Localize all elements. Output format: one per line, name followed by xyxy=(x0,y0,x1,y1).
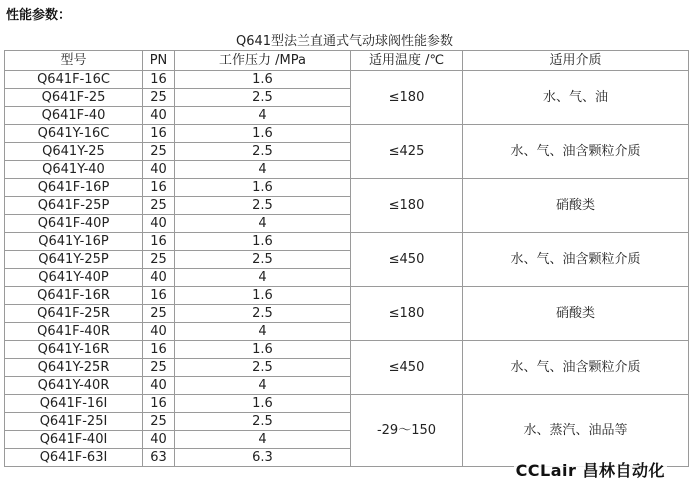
cell-model: Q641F-25P xyxy=(5,197,143,215)
cell-medium: 硝酸类 xyxy=(463,287,689,341)
cell-model: Q641F-40P xyxy=(5,215,143,233)
cell-pressure: 1.6 xyxy=(175,287,351,305)
cell-pn: 16 xyxy=(143,395,175,413)
cell-medium: 水、蒸汽、油品等 xyxy=(463,395,689,467)
cell-model: Q641F-16C xyxy=(5,71,143,89)
cell-pressure: 2.5 xyxy=(175,89,351,107)
cell-pressure: 4 xyxy=(175,377,351,395)
cell-pressure: 2.5 xyxy=(175,143,351,161)
table-row xyxy=(5,125,689,143)
column-header-temperature: 适用温度 /℃ xyxy=(351,51,463,71)
cell-pressure: 2.5 xyxy=(175,305,351,323)
cell-model: Q641Y-16P xyxy=(5,233,143,251)
cell-pn: 16 xyxy=(143,287,175,305)
cell-medium: 水、气、油含颗粒介质 xyxy=(463,341,689,395)
cell-model: Q641Y-25P xyxy=(5,251,143,269)
table-caption: Q641型法兰直通式气动球阀性能参数 xyxy=(235,34,454,49)
cell-pn: 40 xyxy=(143,161,175,179)
cell-model: Q641F-40I xyxy=(5,431,143,449)
cell-pressure: 1.6 xyxy=(175,125,351,143)
cell-temperature: -29～150 xyxy=(351,395,463,467)
section-heading: 性能参数： xyxy=(6,8,72,23)
cell-model: Q641F-16P xyxy=(5,179,143,197)
table-row xyxy=(5,287,689,305)
cell-pressure: 4 xyxy=(175,323,351,341)
cell-pressure: 2.5 xyxy=(175,359,351,377)
cell-pressure: 4 xyxy=(175,161,351,179)
cell-model: Q641F-25R xyxy=(5,305,143,323)
column-header-medium: 适用介质 xyxy=(463,51,689,71)
cell-pn: 16 xyxy=(143,341,175,359)
cell-pn: 40 xyxy=(143,431,175,449)
cell-pn: 25 xyxy=(143,359,175,377)
cell-model: Q641F-40R xyxy=(5,323,143,341)
cell-pressure: 2.5 xyxy=(175,197,351,215)
cell-model: Q641Y-25R xyxy=(5,359,143,377)
cell-temperature: ≤180 xyxy=(351,71,463,125)
cell-pressure: 4 xyxy=(175,107,351,125)
cell-pn: 16 xyxy=(143,125,175,143)
cell-pressure: 4 xyxy=(175,431,351,449)
column-header-pressure: 工作压力 /MPa xyxy=(175,51,351,71)
cell-model: Q641F-16I xyxy=(5,395,143,413)
cell-pressure: 2.5 xyxy=(175,251,351,269)
cell-model: Q641Y-25 xyxy=(5,143,143,161)
cell-pn: 63 xyxy=(143,449,175,467)
cell-pressure: 1.6 xyxy=(175,71,351,89)
cell-temperature: ≤425 xyxy=(351,125,463,179)
cell-pn: 25 xyxy=(143,89,175,107)
column-header-pn: PN xyxy=(143,51,175,71)
cell-medium: 水、气、油含颗粒介质 xyxy=(463,233,689,287)
cell-pressure: 1.6 xyxy=(175,341,351,359)
cell-pn: 25 xyxy=(143,143,175,161)
table-row xyxy=(5,341,689,359)
cell-model: Q641Y-40P xyxy=(5,269,143,287)
cell-model: Q641F-63I xyxy=(5,449,143,467)
cell-pn: 40 xyxy=(143,377,175,395)
cell-pressure: 1.6 xyxy=(175,395,351,413)
cell-pn: 25 xyxy=(143,251,175,269)
cell-medium: 水、气、油 xyxy=(463,71,689,125)
cell-pressure: 1.6 xyxy=(175,233,351,251)
table-row xyxy=(5,179,689,197)
cell-pressure: 1.6 xyxy=(175,179,351,197)
cell-pressure: 4 xyxy=(175,215,351,233)
cell-pressure: 2.5 xyxy=(175,413,351,431)
cell-pn: 40 xyxy=(143,269,175,287)
cell-pn: 40 xyxy=(143,323,175,341)
cell-model: Q641Y-16C xyxy=(5,125,143,143)
cell-pn: 25 xyxy=(143,305,175,323)
cell-pn: 40 xyxy=(143,215,175,233)
performance-table xyxy=(4,50,689,467)
cell-pn: 16 xyxy=(143,179,175,197)
cell-temperature: ≤450 xyxy=(351,341,463,395)
cell-pn: 25 xyxy=(143,197,175,215)
cell-model: Q641Y-16R xyxy=(5,341,143,359)
cell-model: Q641Y-40 xyxy=(5,161,143,179)
cell-pn: 16 xyxy=(143,233,175,251)
cell-pressure: 4 xyxy=(175,269,351,287)
cell-pn: 16 xyxy=(143,71,175,89)
cell-model: Q641F-16R xyxy=(5,287,143,305)
cell-temperature: ≤180 xyxy=(351,287,463,341)
table-row xyxy=(5,233,689,251)
cell-model: Q641F-25 xyxy=(5,89,143,107)
brand-watermark: CCLair 昌林自动化 xyxy=(514,458,667,481)
cell-temperature: ≤180 xyxy=(351,179,463,233)
table-row xyxy=(5,395,689,413)
cell-medium: 水、气、油含颗粒介质 xyxy=(463,125,689,179)
cell-model: Q641Y-40R xyxy=(5,377,143,395)
cell-pressure: 6.3 xyxy=(175,449,351,467)
column-header-model: 型号 xyxy=(5,51,143,71)
table-header-row xyxy=(5,51,689,71)
cell-model: Q641F-25I xyxy=(5,413,143,431)
cell-medium: 硝酸类 xyxy=(463,179,689,233)
cell-temperature: ≤450 xyxy=(351,233,463,287)
cell-pn: 25 xyxy=(143,413,175,431)
cell-pn: 40 xyxy=(143,107,175,125)
cell-model: Q641F-40 xyxy=(5,107,143,125)
table-row xyxy=(5,71,689,89)
